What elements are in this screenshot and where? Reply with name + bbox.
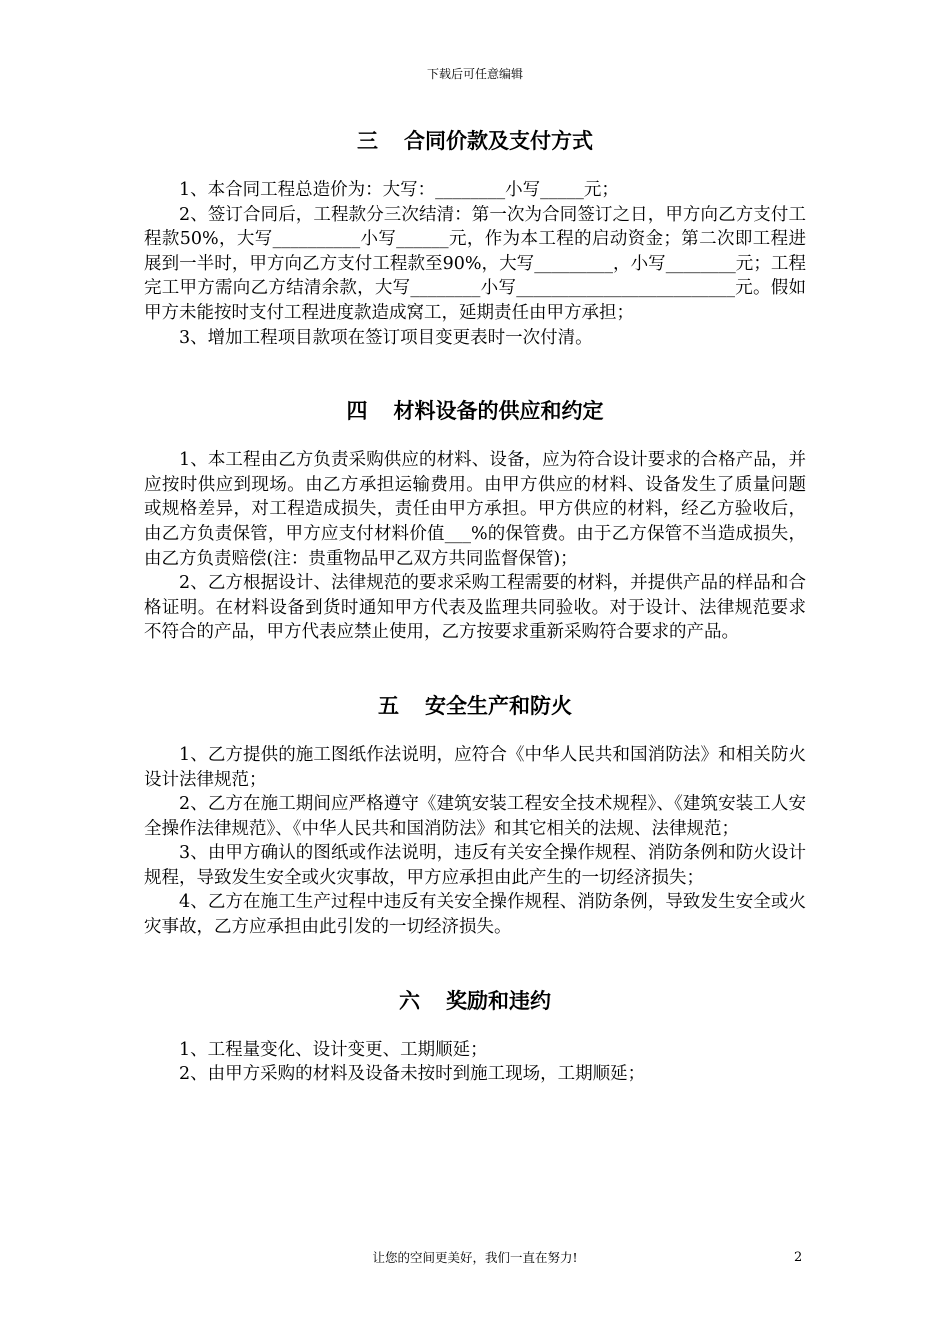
section-heading: 安全生产和防火 bbox=[425, 693, 572, 718]
paragraph: 1、乙方提供的施工图纸作法说明，应符合《中华人民共和国消防法》和相关防火设计法律规范； bbox=[144, 744, 806, 790]
section-heading: 奖励和违约 bbox=[446, 988, 551, 1013]
section-number: 五 bbox=[378, 693, 399, 718]
paragraph: 1、本合同工程总造价为：大写：________小写_____元； bbox=[179, 180, 619, 200]
page-header: 下载后可任意编辑 bbox=[426, 67, 523, 81]
section-number: 六 bbox=[399, 988, 420, 1013]
paragraph: 2、由甲方采购的材料及设备未按时到施工现场，工期顺延； bbox=[179, 1064, 646, 1085]
document-body bbox=[144, 120, 806, 1087]
paragraph: 2、签订合同后，工程款分三次结清：第一次为合同签订之日，甲方向乙方支付工程款50%，大写__________小写______元，作为本工程的启动资金；第二次即工程进展到一半时，甲方向乙方支付工程款至90%，大写_________，小写________元；工程完工甲方需向乙方结清余款，大写________小写_________________________元。假如甲方未能按时支付工程进度款造成窝工，延期责任由甲方承担； bbox=[144, 204, 806, 323]
paragraph: 1、本工程由乙方负责采购供应的材料、设备，应为符合设计要求的合格产品，并应按时供应到现场。由乙方承担运输费用。由甲方供应的材料、设备发生了质量问题或规格差异，对工程造成损失，责任由甲方承担。甲方供应的材料，经乙方验收后，由乙方负责保管，甲方应支付材料价值___%的保管费。由于乙方保管不当造成损失，由乙方负责赔偿(注：贵重物品甲乙双方共同监督保管)； bbox=[144, 450, 806, 569]
section-number: 三 bbox=[357, 129, 378, 153]
section-title bbox=[144, 685, 806, 727]
paragraph: 3、增加工程项目款项在签订项目变更表时一次付清。 bbox=[179, 327, 593, 348]
paragraph: 1、工程量变化、设计变更、工期顺延； bbox=[179, 1039, 488, 1060]
section-heading: 材料设备的供应和约定 bbox=[393, 399, 604, 424]
section-title bbox=[144, 120, 806, 162]
page-number: 2 bbox=[794, 1250, 803, 1265]
section-heading: 合同价款及支付方式 bbox=[404, 129, 593, 153]
paragraph: 2、乙方根据设计、法律规范的要求采购工程需要的材料，并提供产品的样品和合格证明。在材料设备到货时通知甲方代表及监理共同验收。对于设计、法律规范要求不符合的产品，甲方代表应禁止使用，乙方按要求重新采购符合要求的产品。 bbox=[144, 573, 806, 643]
paragraph: 4、乙方在施工生产过程中违反有关安全操作规程、消防条例，导致发生安全或火灾事故，乙方应承担由此引发的一切经济损失。 bbox=[144, 892, 806, 938]
section-title bbox=[144, 390, 806, 432]
section-title bbox=[144, 980, 806, 1022]
page-footer: 让您的空间更美好，我们一直在努力! bbox=[372, 1250, 578, 1265]
paragraph: 2、乙方在施工期间应严格遵守《建筑安装工程安全技术规程》、《建筑安装工人安全操作法律规范》、《中华人民共和国消防法》和其它相关的法规、法律规范； bbox=[144, 794, 806, 839]
section-number: 四 bbox=[346, 399, 368, 424]
paragraph: 3、由甲方确认的图纸或作法说明，违反有关安全操作规程、消防条例和防火设计规程，导致发生安全或火灾事故，甲方应承担由此产生的一切经济损失； bbox=[144, 843, 806, 888]
